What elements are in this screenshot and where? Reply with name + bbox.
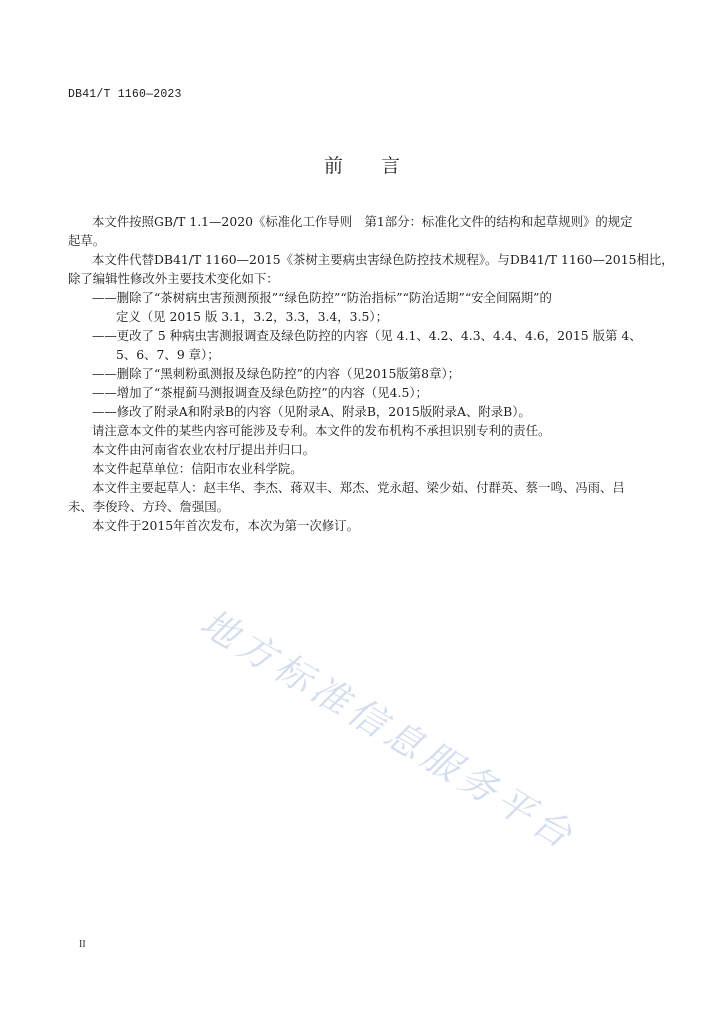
document-number: DB41/T 1160—2023 [68, 88, 182, 101]
change-item-continuation: 定义（见 2015 版 3.1，3.2，3.3，3.4，3.5）； [116, 309, 388, 324]
change-item-continuation: 5、6、7、9 章）； [116, 347, 220, 362]
replaces-line: 除了编辑性修改外主要技术变化如下： [68, 271, 279, 286]
history-statement: 本文件于2015年首次发布，本次为第一次修订。 [92, 518, 359, 533]
basis-line: 本文件按照GB/T 1.1—2020《标准化工作导则 第1部分：标准化文件的结构和起草规则》的规定 [92, 214, 633, 229]
basis-line: 起草。 [68, 233, 106, 248]
drafting-unit-statement: 本文件起草单位：信阳市农业科学院。 [92, 461, 303, 476]
foreword-body [68, 212, 674, 535]
drafters-line: 本文件主要起草人：赵丰华、李杰、蒋双丰、郑杰、党永超、梁少茹、付群英、蔡一鸣、冯雨、吕 [92, 480, 625, 495]
change-item-line: ——修改了附录A和附录B的内容（见附录A、附录B，2015版附录A、附录B）。 [92, 404, 531, 419]
change-item-line: ——更改了 5 种病虫害测报调查及绿色防控的内容（见 4.1、4.2、4.3、4.4、4.6，2015 版第 4、 [92, 328, 642, 343]
proposer-statement: 本文件由河南省农业农村厅提出并归口。 [92, 442, 316, 457]
patent-notice: 请注意本文件的某些内容可能涉及专利。本文件的发布机构不承担识别专利的责任。 [92, 423, 551, 438]
replaces-line: 本文件代替DB41/T 1160—2015《茶树主要病虫害绿色防控技术规程》。与DB41/T 1160—2015相比， [92, 252, 674, 267]
change-item-line: ——删除了“黑刺粉虱测报及绿色防控”的内容（见2015版第8章）； [92, 366, 461, 381]
change-item-line: ——删除了“茶树病虫害预测预报”“绿色防控”“防治指标”“防治适期”“安全间隔期”的 [92, 290, 552, 305]
drafters-line: 未、李俊玲、方玲、詹强国。 [68, 499, 230, 514]
page-number: II [79, 939, 86, 950]
watermark: 地方标准信息服务平台 [192, 600, 584, 860]
change-item-line: ——增加了“茶棍蓟马测报调查及绿色防控”的内容（见4.5）； [92, 385, 428, 400]
page-title: 前 言 [323, 155, 400, 177]
